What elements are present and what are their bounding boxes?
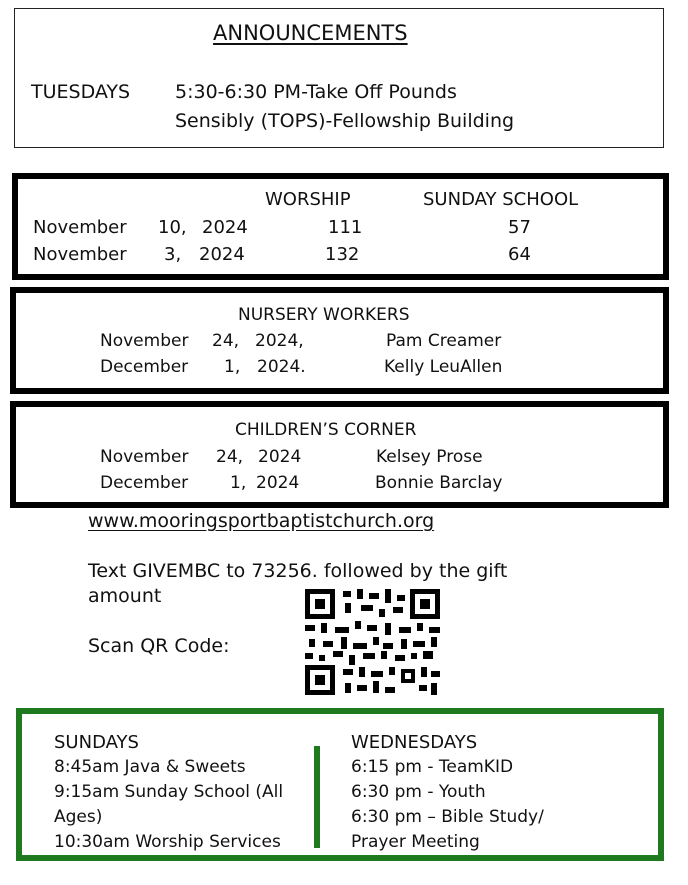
wednesdays-item-2: 6:30 pm - Youth (351, 782, 486, 802)
website-link[interactable]: www.mooringsportbaptistchurch.org (88, 510, 435, 532)
sundays-item-3: Ages) (54, 807, 103, 827)
children-row-2-year: 2024 (256, 473, 300, 493)
nursery-row-1-year: 2024, (255, 331, 304, 351)
children-row-2-name: Bonnie Barclay (375, 473, 503, 493)
nursery-row-2-year: 2024. (257, 357, 306, 377)
childrens-corner-title: CHILDREN’S CORNER (235, 420, 417, 440)
children-row-2-month: December (100, 473, 189, 493)
text-give-line-2: amount (88, 585, 162, 607)
worship-header: WORSHIP (265, 189, 351, 210)
schedule-box (16, 708, 664, 861)
attendance-row-2-month: November (33, 244, 127, 265)
wednesdays-item-4: Prayer Meeting (351, 832, 480, 852)
children-row-1-year: 2024 (258, 447, 302, 467)
nursery-row-1-month: November (100, 331, 189, 351)
children-row-1-day: 24, (216, 447, 244, 467)
children-row-2-day: 1, (230, 473, 247, 493)
nursery-row-2-month: December (100, 357, 189, 377)
sundays-item-1: 8:45am Java & Sweets (54, 757, 246, 777)
sundays-item-2: 9:15am Sunday School (All (54, 782, 284, 802)
schedule-divider (314, 746, 320, 848)
sunday-school-header: SUNDAY SCHOOL (423, 189, 579, 210)
nursery-row-1-name: Pam Creamer (386, 331, 502, 351)
nursery-row-1-day: 24, (212, 331, 240, 351)
attendance-row-1-worship: 111 (328, 217, 363, 238)
nursery-row-2-day: 1, (224, 357, 241, 377)
nursery-row-2-name: Kelly LeuAllen (384, 357, 503, 377)
childrens-corner-box (10, 401, 669, 508)
wednesdays-item-3: 6:30 pm – Bible Study/ (351, 807, 544, 827)
scan-qr-label: Scan QR Code: (88, 635, 230, 657)
nursery-box (10, 287, 669, 394)
attendance-row-2-worship: 132 (325, 244, 360, 265)
announcements-line-1: 5:30-6:30 PM-Take Off Pounds (175, 81, 457, 103)
attendance-row-2-day: 3, (164, 244, 182, 265)
attendance-row-1-day: 10, (158, 217, 187, 238)
text-give-line-1: Text GIVEMBC to 73256. followed by the gift (88, 560, 508, 582)
nursery-title: NURSERY WORKERS (238, 305, 410, 325)
attendance-row-2-year: 2024 (199, 244, 245, 265)
announcements-title: ANNOUNCEMENTS (213, 21, 408, 45)
attendance-row-2-sunday-school: 64 (508, 244, 531, 265)
sundays-title: SUNDAYS (54, 732, 139, 753)
announcements-day: TUESDAYS (31, 81, 131, 103)
wednesdays-title: WEDNESDAYS (351, 732, 478, 753)
children-row-1-name: Kelsey Prose (376, 447, 483, 467)
wednesdays-item-1: 6:15 pm - TeamKID (351, 757, 514, 777)
announcements-line-2: Sensibly (TOPS)-Fellowship Building (175, 110, 515, 132)
qr-code-icon[interactable] (305, 589, 440, 695)
children-row-1-month: November (100, 447, 189, 467)
attendance-box (12, 173, 669, 280)
announcements-box (14, 8, 664, 148)
attendance-row-1-year: 2024 (202, 217, 248, 238)
sundays-item-4: 10:30am Worship Services (54, 832, 281, 852)
attendance-row-1-sunday-school: 57 (508, 217, 531, 238)
attendance-row-1-month: November (33, 217, 127, 238)
